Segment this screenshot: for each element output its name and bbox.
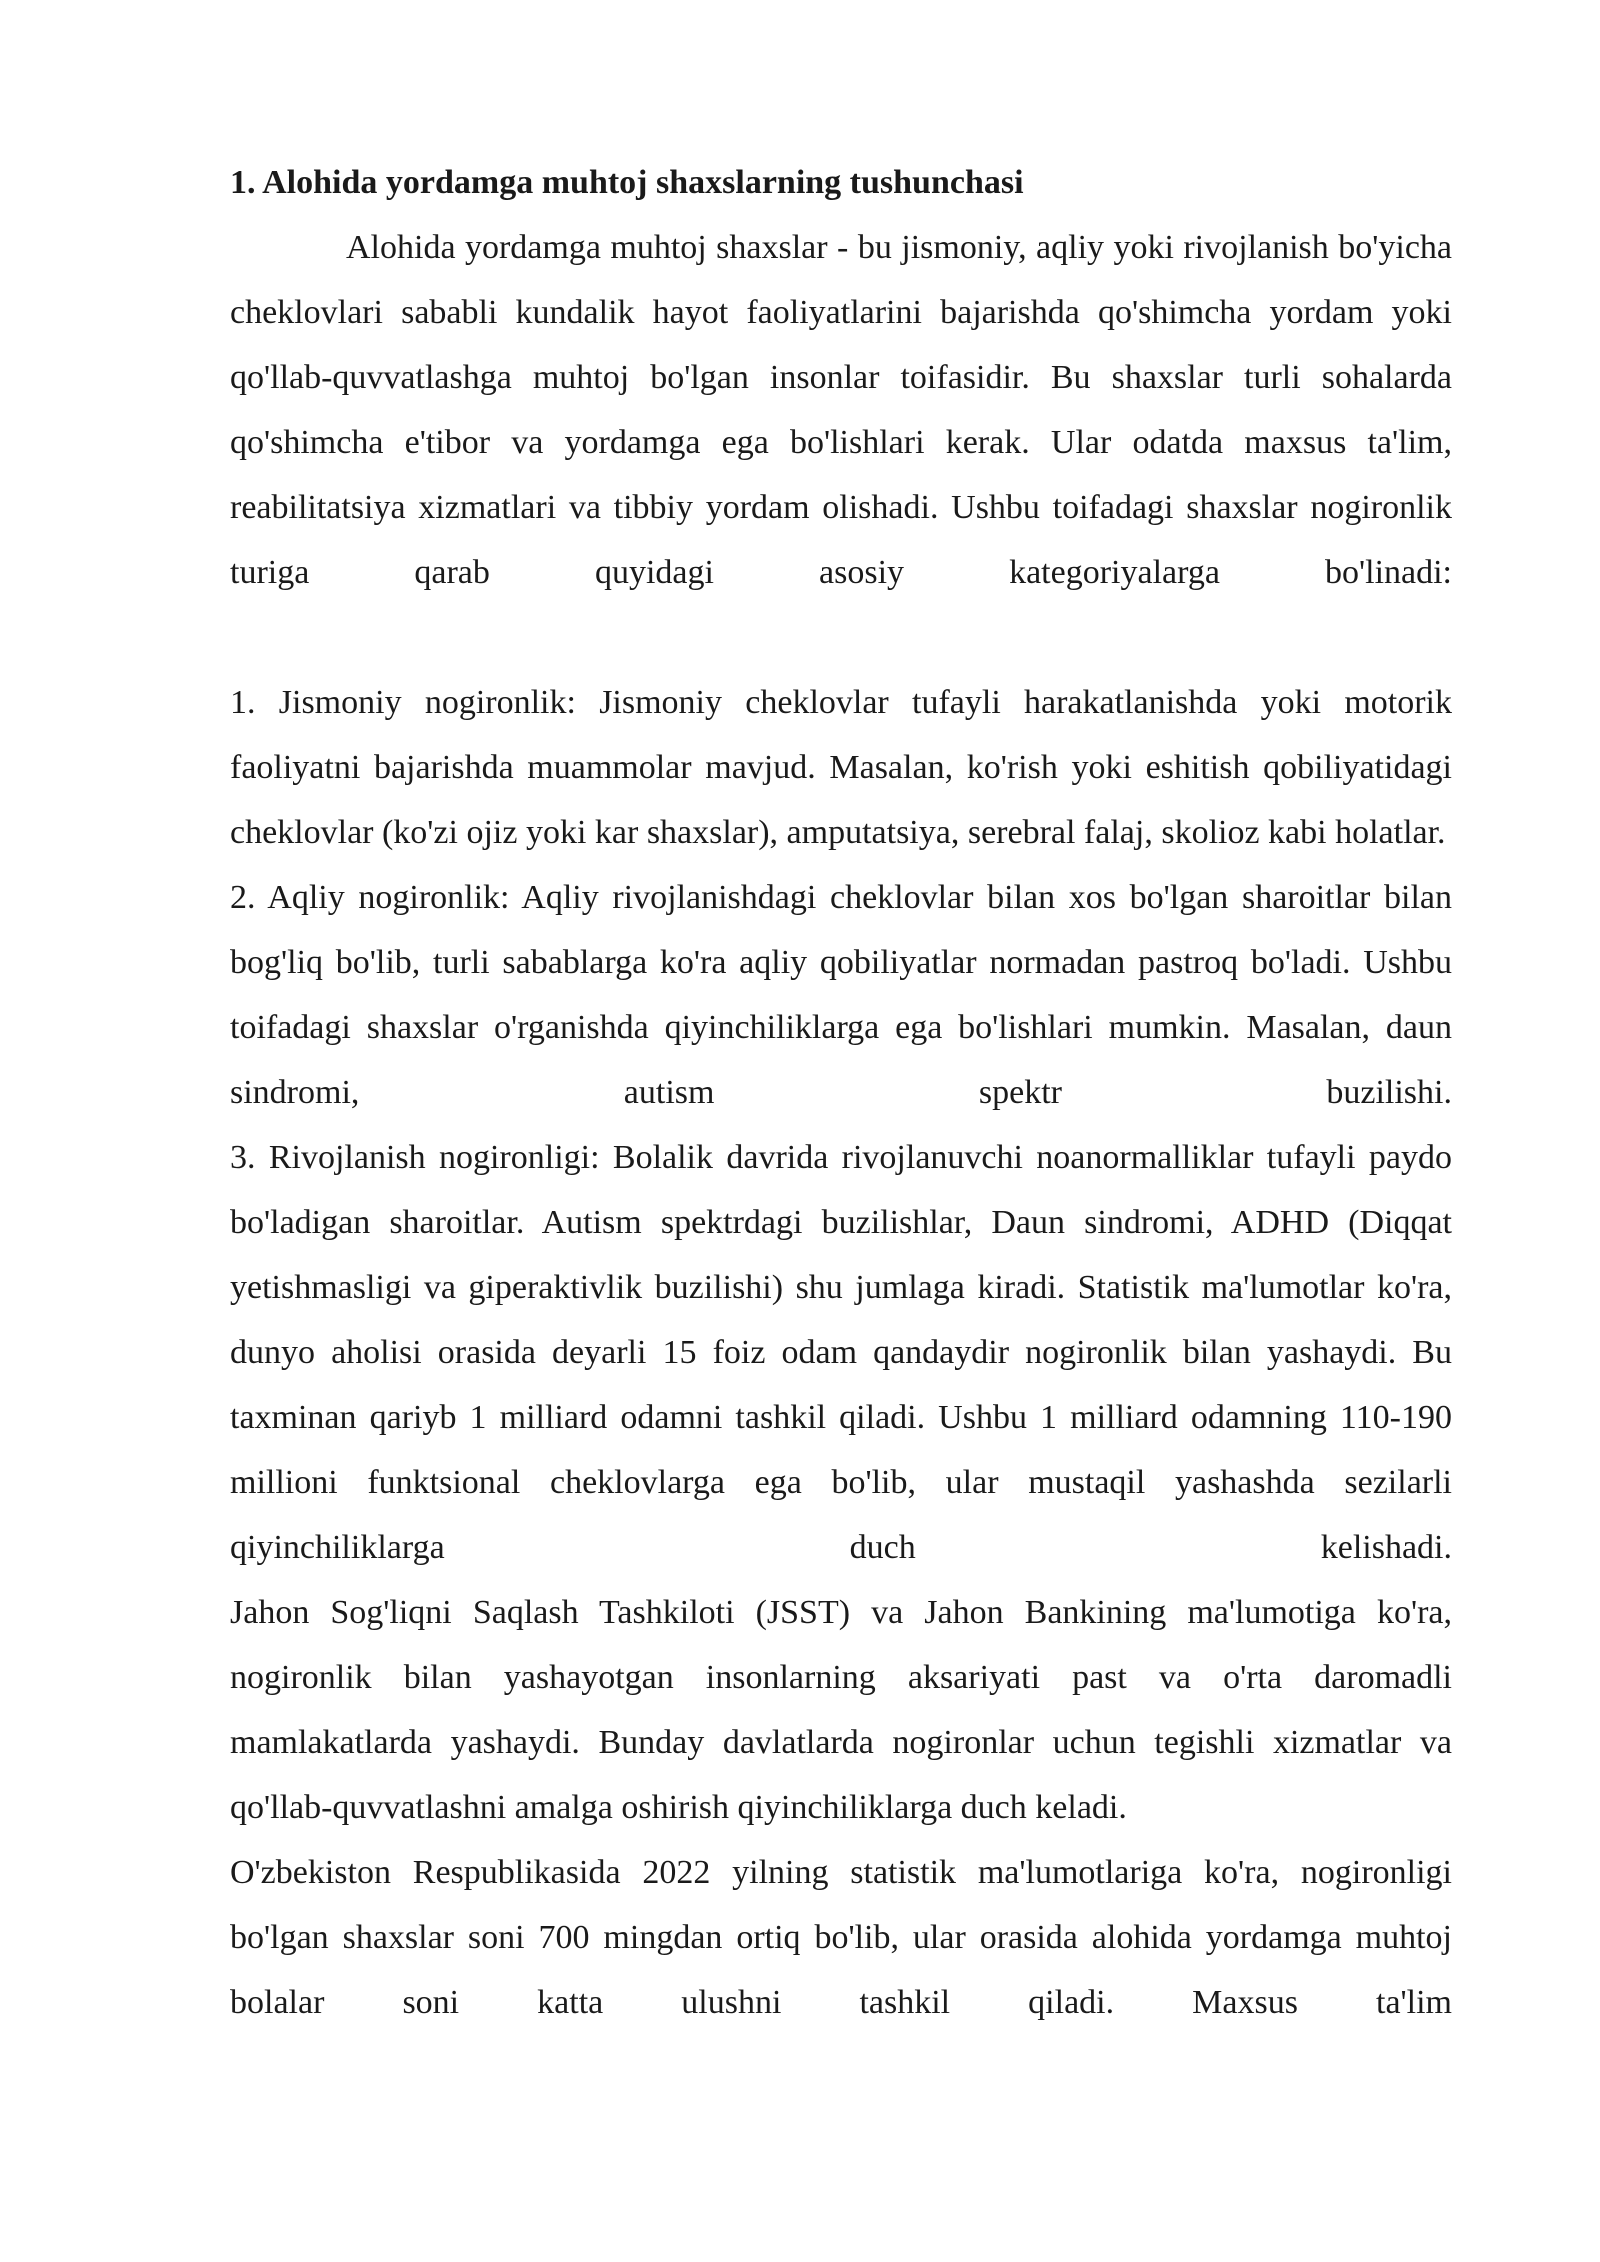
paragraph-uzbekistan-statistics: O'zbekiston Respublikasida 2022 yilning statistik ma'lumotlariga ko'ra, nogironligi bo'lgan shaxslar soni 700 mingdan ortiq bo'lib, ular orasida alohida yordamga muhtoj bolalar soni katta ulushni tashkil qiladi. Maxsus ta'lim: [230, 1854, 1452, 2021]
list-item-physical-disability: 1. Jismoniy nogironlik: Jismoniy cheklovlar tufayli harakatlanishda yoki motorik faoliyatni bajarishda muammolar mavjud. Masalan, ko'rish yoki eshitish qobiliyatidagi cheklovlar (ko'zi ojiz yoki kar shaxslar), amputatsiya, serebral falaj, skolioz kabi holatlar.: [230, 684, 1452, 851]
document-body: [230, 150, 1452, 2035]
paragraph-who-worldbank: Jahon Sog'liqni Saqlash Tashkiloti (JSST) va Jahon Bankining ma'lumotiga ko'ra, nogironlik bilan yashayotgan insonlarning aksariyati past va o'rta daromadli mamlakatlarda yashaydi. Bunday davlatlarda nogironlar uchun tegishli xizmatlar va qo'llab-quvvatlashni amalga oshirish qiyinchiliklarga duch keladi.: [230, 1594, 1452, 1826]
list-item-developmental-disability: 3. Rivojlanish nogironligi: Bolalik davrida rivojlanuvchi noanormalliklar tufayli paydo bo'ladigan sharoitlar. Autism spektrdagi buzilishlar, Daun sindromi, ADHD (Diqqat yetishmasligi va giperaktivlik buzilishi) shu jumlaga kiradi. Statistik ma'lumotlar ko'ra, dunyo aholisi orasida deyarli 15 foiz odam qandaydir nogironlik bilan yashaydi. Bu taxminan qariyb 1 milliard odamni tashkil qiladi. Ushbu 1 milliard odamning 110-190 millioni funktsional cheklovlarga ega bo'lib, ular mustaqil yashashda sezilarli qiyinchiliklarga duch kelishadi.: [230, 1139, 1452, 1566]
intro-paragraph: Alohida yordamga muhtoj shaxslar - bu jismoniy, aqliy yoki rivojlanish bo'yicha cheklovlari sababli kundalik hayot faoliyatlarini bajarishda qo'shimcha yordam yoki qo'llab-quvvatlashga muhtoj bo'lgan insonlar toifasidir. Bu shaxslar turli sohalarda qo'shimcha e'tibor va yordamga ega bo'lishlari kerak. Ular odatda maxsus ta'lim, reabilitatsiya xizmatlari va tibbiy yordam olishadi. Ushbu toifadagi shaxslar nogironlik turiga qarab quyidagi asosiy kategoriyalarga bo'linadi:: [230, 229, 1452, 591]
list-item-mental-disability: 2. Aqliy nogironlik: Aqliy rivojlanishdagi cheklovlar bilan xos bo'lgan sharoitlar bilan bog'liq bo'lib, turli sabablarga ko'ra aqliy qobiliyatlar normadan pastroq bo'ladi. Ushbu toifadagi shaxslar o'rganishda qiyinchiliklarga ega bo'lishlari mumkin. Masalan, daun sindromi, autism spektr buzilishi.: [230, 879, 1452, 1111]
section-heading: 1. Alohida yordamga muhtoj shaxslarning tushunchasi: [230, 164, 1024, 201]
blank-line: [230, 605, 1452, 670]
